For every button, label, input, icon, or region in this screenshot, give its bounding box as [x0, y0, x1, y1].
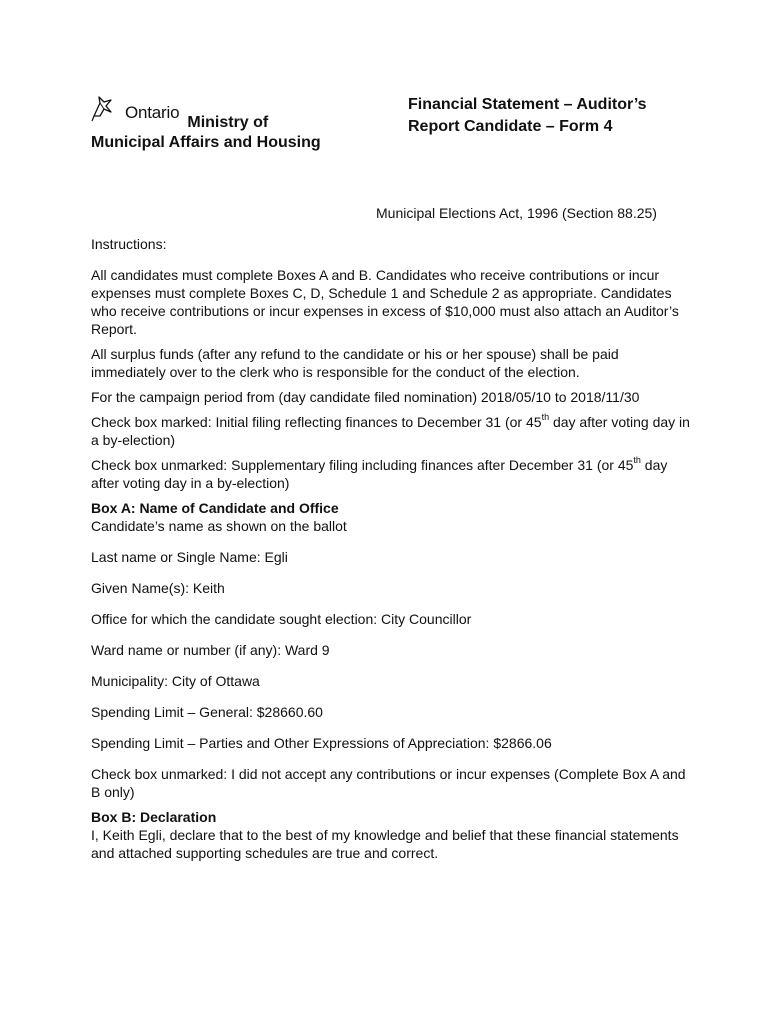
trillium-logo-icon [91, 94, 125, 124]
given-names-field: Given Name(s): Keith [91, 580, 225, 596]
box-a-subheading: Candidate’s name as shown on the ballot [91, 518, 347, 534]
form-title-line1: Financial Statement – Auditor’s [408, 96, 647, 113]
ontario-logo-block [91, 94, 391, 131]
form-title [408, 94, 708, 138]
spending-limit-parties: Spending Limit – Parties and Other Expressions of Appreciation: $2866.06 [91, 735, 552, 751]
municipality-field: Municipality: City of Ottawa [91, 673, 260, 689]
no-contributions-checkbox-text: Check box unmarked: I did not accept any contributions or incur expenses (Complete Box A and B only) [91, 766, 686, 800]
form-title-line2: Report Candidate – Form 4 [408, 118, 613, 135]
instructions-heading: Instructions: [91, 236, 167, 252]
spending-limit-general: Spending Limit – General: $28660.60 [91, 704, 323, 720]
instructions-para2: All surplus funds (after any refund to the candidate or his or her spouse) shall be paid immediately over to the clerk who is responsible for the conduct of the election. [91, 346, 619, 380]
act-reference: Municipal Elections Act, 1996 (Section 88.25) [376, 205, 657, 221]
ministry-name-line2: Municipal Affairs and Housing [91, 134, 321, 151]
form-body [91, 235, 691, 862]
instructions-para1: All candidates must complete Boxes A and B. Candidates who receive contributions or incur expenses must complete Boxes C, D, Schedule 1 and Schedule 2 as appropriate. Candidates who receive contributions or incur expenses in excess of $10,000 must also attach an Auditor’s Report. [91, 267, 679, 337]
ward-field: Ward name or number (if any): Ward 9 [91, 642, 330, 658]
box-a-heading: Box A: Name of Candidate and Office [91, 500, 339, 516]
supplementary-filing-checkbox-text: Check box unmarked: Supplementary filing including finances after December 31 (or 45th day after voting day in a by-election) [91, 455, 668, 491]
ministry-name-line1: Ministry of [187, 114, 269, 131]
ontario-wordmark: Ontario [125, 103, 180, 122]
last-name-field: Last name or Single Name: Egli [91, 549, 288, 565]
campaign-period: For the campaign period from (day candidate filed nomination) 2018/05/10 to 2018/11/30 [91, 389, 640, 405]
box-b-heading: Box B: Declaration [91, 809, 217, 825]
initial-filing-checkbox-text: Check box marked: Initial filing reflecting finances to December 31 (or 45th day after voting day in a by-election) [91, 412, 690, 448]
declaration-text: I, Keith Egli, declare that to the best of my knowledge and belief that these financial statements and attached supporting schedules are true and correct. [91, 827, 679, 861]
office-field: Office for which the candidate sought election: City Councillor [91, 611, 472, 627]
